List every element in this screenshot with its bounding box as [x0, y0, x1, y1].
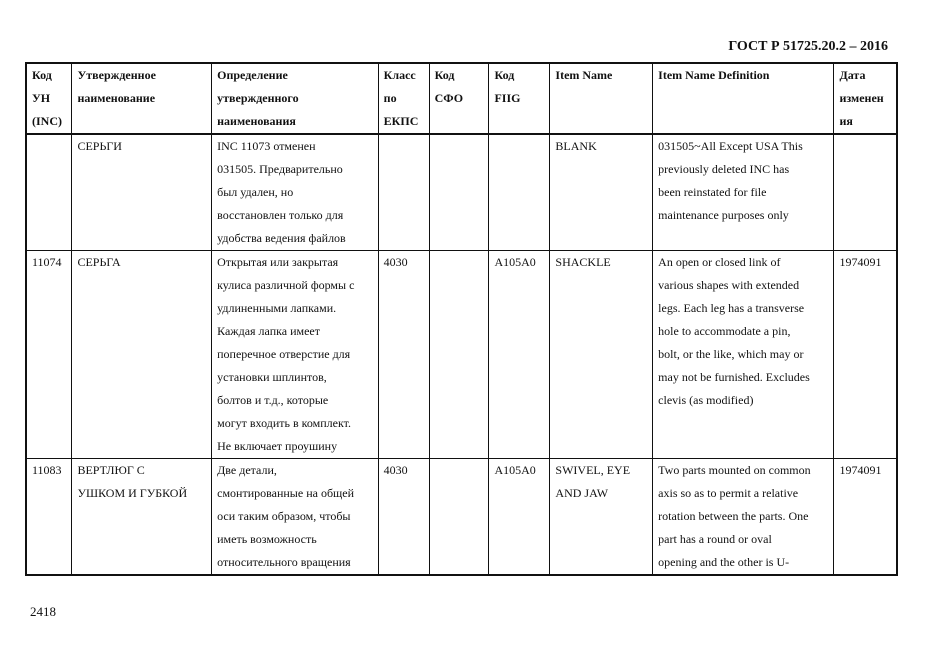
cell-item-definition: 031505~All Except USA This previously deleted INC has been reinstated for file maintenance purposes only [653, 134, 834, 251]
cell-fiig: A105A0 [489, 251, 550, 459]
cell-date [834, 134, 897, 251]
cell-item-definition: Two parts mounted on common axis so as to permit a relative rotation between the parts. One part has a round or oval opening and the other is U- [653, 459, 834, 576]
cell-fiig: A105A0 [489, 459, 550, 576]
column-header-fiig: Код FIIG [489, 63, 550, 134]
cell-fiig [489, 134, 550, 251]
cell-class: 4030 [378, 459, 429, 576]
column-header-item-name: Item Name [550, 63, 653, 134]
catalog-table [25, 62, 898, 576]
document-standard-header: ГОСТ Р 51725.20.2 – 2016 [728, 39, 888, 54]
table-row [26, 134, 897, 251]
cell-name: ВЕРТЛЮГ С УШКОМ И ГУБКОЙ [72, 459, 212, 576]
cell-sfo [429, 459, 489, 576]
cell-item-definition: An open or closed link of various shapes with extended legs. Each leg has a transverse hole to accommodate a pin, bolt, or the like, which may or may not be furnished. Excludes clevis (as modified) [653, 251, 834, 459]
page-number: 2418 [30, 604, 56, 619]
cell-item-name: BLANK [550, 134, 653, 251]
column-header-item-definition: Item Name Definition [653, 63, 834, 134]
cell-definition: Открытая или закрытая кулиса различной формы с удлиненными лапками. Каждая лапка имеет поперечное отверстие для установки шплинтов, болтов и т.д., которые могут входить в комплект. Не включает проушину [212, 251, 379, 459]
cell-item-name: SWIVEL, EYE AND JAW [550, 459, 653, 576]
cell-sfo [429, 251, 489, 459]
table-row [26, 251, 897, 459]
cell-name: СЕРЬГИ [72, 134, 212, 251]
cell-inc: 11083 [26, 459, 72, 576]
cell-name: СЕРЬГА [72, 251, 212, 459]
column-header-inc: Код УН (INC) [26, 63, 72, 134]
column-header-sfo: Код СФО [429, 63, 489, 134]
cell-date: 1974091 [834, 459, 897, 576]
cell-inc: 11074 [26, 251, 72, 459]
column-header-definition: Определение утвержденного наименования [212, 63, 379, 134]
cell-date: 1974091 [834, 251, 897, 459]
cell-inc [26, 134, 72, 251]
cell-sfo [429, 134, 489, 251]
cell-item-name: SHACKLE [550, 251, 653, 459]
cell-definition: Две детали, смонтированные на общей оси таким образом, чтобы иметь возможность относительного вращения [212, 459, 379, 576]
table-row [26, 459, 897, 576]
column-header-class: Класс по ЕКПС [378, 63, 429, 134]
column-header-date: Дата изменен ия [834, 63, 897, 134]
cell-definition: INC 11073 отменен 031505. Предварительно был удален, но восстановлен только для удобства ведения файлов [212, 134, 379, 251]
cell-class [378, 134, 429, 251]
column-header-approved-name: Утвержденное наименование [72, 63, 212, 134]
table-header-row [26, 63, 897, 134]
cell-class: 4030 [378, 251, 429, 459]
